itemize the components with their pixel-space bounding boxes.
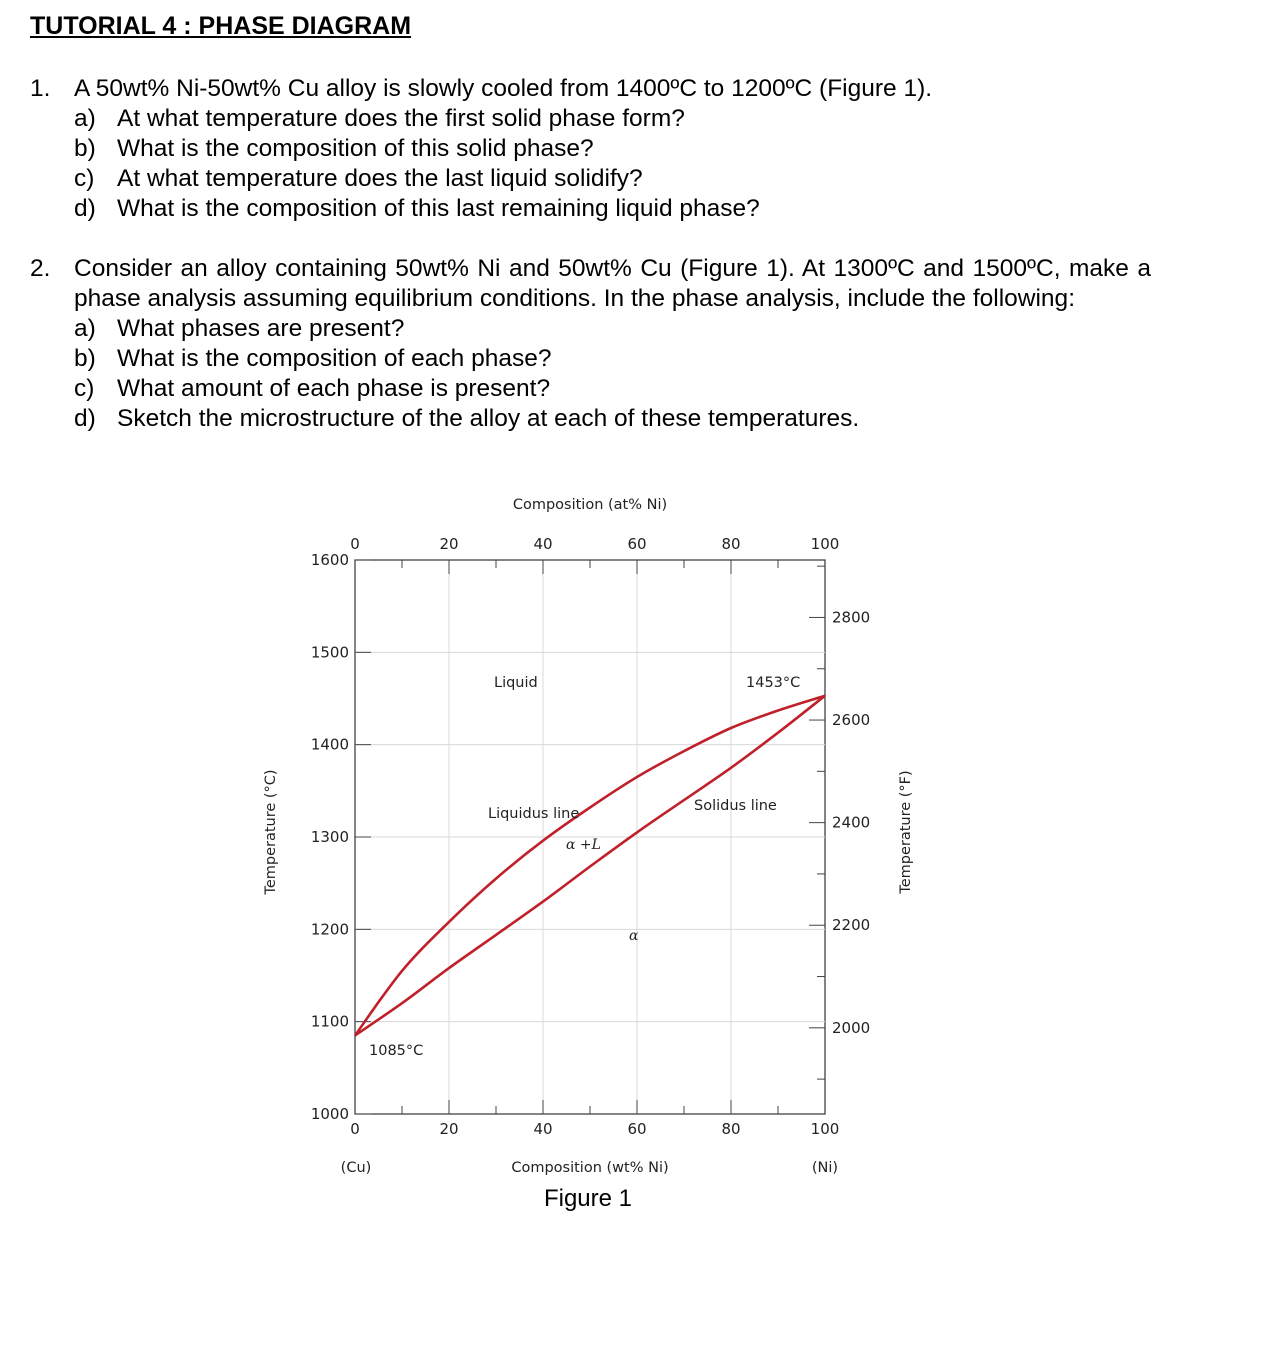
x-tick-label: 60: [627, 1120, 647, 1138]
y2-tick-label: 2000: [832, 1018, 871, 1037]
x-axis-title: Composition (wt% Ni): [511, 1160, 669, 1176]
x-top-tick-label: 20: [439, 535, 459, 553]
part-label: d): [74, 405, 96, 432]
part-text: At what temperature does the last liquid solidify?: [117, 165, 643, 192]
y-tick-label: 1100: [310, 1012, 349, 1031]
part-text: What is the composition of each phase?: [117, 345, 552, 372]
question-part: [74, 194, 1154, 224]
x-top-tick-label: 100: [810, 535, 840, 553]
x-top-tick-label: 0: [350, 535, 360, 553]
question-2: [30, 254, 1151, 434]
part-text: Sketch the microstructure of the alloy at each of these temperatures.: [117, 405, 860, 432]
y-tick-label: 1400: [310, 735, 349, 754]
question-stem: A 50wt% Ni-50wt% Cu alloy is slowly cooled from 1400ºC to 1200ºC (Figure 1).: [74, 75, 933, 102]
part-label: c): [74, 375, 95, 402]
question-number: 1.: [30, 75, 51, 102]
y2-tick-label: 2800: [832, 608, 871, 627]
x-tick-label: 0: [350, 1120, 360, 1138]
alpha-region-label: α: [629, 928, 639, 944]
question-part: [74, 314, 1151, 344]
phase-diagram-figure: [250, 485, 914, 1220]
x-tick-label: 100: [810, 1120, 840, 1138]
two-phase-region-label: α +L: [566, 837, 601, 853]
question-number: 2.: [30, 255, 51, 282]
y2-tick-label: 2200: [832, 916, 871, 935]
phase-diagram-chart: [250, 485, 914, 1220]
question-part: [74, 344, 1151, 374]
question-1: [30, 74, 1154, 224]
question-part: [74, 374, 1151, 404]
x-top-tick-label: 40: [533, 535, 553, 553]
y-axis-title: Temperature (°C): [263, 769, 279, 895]
ni-melting-point-label: 1453°C: [746, 675, 801, 691]
question-part: [74, 164, 1154, 194]
ni-end-label: (Ni): [811, 1160, 839, 1176]
part-text: What is the composition of this last remaining liquid phase?: [117, 195, 760, 222]
part-label: b): [74, 345, 96, 372]
y-tick-label: 1500: [310, 643, 349, 662]
part-label: a): [74, 315, 96, 342]
part-text: At what temperature does the first solid phase form?: [117, 105, 685, 132]
x-tick-label: 40: [533, 1120, 553, 1138]
question-stem: Consider an alloy containing 50wt% Ni and 50wt% Cu (Figure 1). At 1300ºC and 1500ºC, make a phase analysis assuming equilibrium conditions. In the phase analysis, include the following:: [74, 255, 1151, 312]
solidus-line-label: Solidus line: [694, 798, 777, 814]
part-text: What phases are present?: [117, 315, 405, 342]
y2-tick-label: 2600: [832, 711, 871, 730]
part-text: What amount of each phase is present?: [117, 375, 551, 402]
x-top-axis-title: Composition (at% Ni): [512, 497, 668, 513]
y-tick-label: 1600: [310, 551, 349, 569]
x-top-tick-label: 80: [721, 535, 741, 553]
part-text: What is the composition of this solid phase?: [117, 135, 594, 162]
liquidus-line-label: Liquidus line: [488, 806, 580, 822]
cu-end-label: (Cu): [340, 1160, 372, 1176]
question-part: [74, 404, 1151, 434]
y-tick-label: 1300: [310, 828, 349, 846]
question-part: [74, 104, 1154, 134]
part-label: b): [74, 135, 96, 162]
y2-tick-label: 2400: [832, 813, 871, 832]
y2-axis-title: Temperature (°F): [898, 770, 914, 894]
part-label: a): [74, 105, 96, 132]
page-title: TUTORIAL 4 : PHASE DIAGRAM: [30, 12, 412, 40]
figure-caption: Figure 1: [543, 1185, 633, 1212]
y-tick-label: 1000: [310, 1105, 349, 1123]
part-label: c): [74, 165, 95, 192]
y-tick-label: 1200: [310, 920, 349, 939]
cu-melting-point-label: 1085°C: [369, 1043, 424, 1059]
part-label: d): [74, 195, 96, 222]
solidus-curve: [355, 696, 825, 1036]
x-top-tick-label: 60: [627, 535, 647, 553]
question-part: [74, 134, 1154, 164]
x-tick-label: 20: [439, 1120, 459, 1138]
x-tick-label: 80: [721, 1120, 741, 1138]
liquid-region-label: Liquid: [494, 675, 538, 691]
